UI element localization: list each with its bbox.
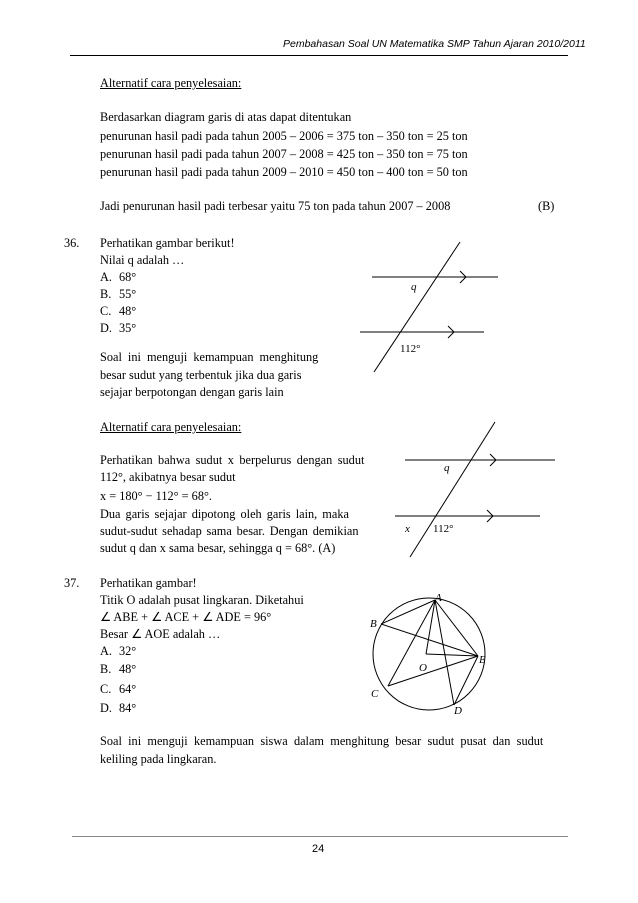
q36-option-c: 48° [119,304,137,318]
q36-sol-6: sudut q dan x sama besar, sehingga q = 68°. (A) [100,541,336,555]
q37-point-d: D [454,705,462,716]
q36-sol-2: 112°, akibatnya besar sudut [100,470,236,484]
q36-tests-1: Soal ini menguji kemampuan menghitung [100,350,319,364]
q37-given-1: Titik O adalah pusat lingkaran. Diketahui [100,593,304,607]
q36-angle-label: 112° [400,343,421,355]
footer-rule [72,836,568,837]
q37-number: 37. [64,576,80,590]
q37-circle-figure [362,590,502,716]
q37-tests-1: Soal ini menguji kemampuan siswa dalam menghitung besar sudut pusat dan sudut [100,734,544,748]
q36-sol-angle-label: 112° [433,523,454,535]
q36-sol-1: Perhatikan bahwa sudut x berpelurus dengan sudut [100,453,365,467]
q36-tests-3: sejajar berpotongan dengan garis lain [100,385,284,399]
q36-sol-3: x = 180° − 112° = 68°. [100,489,212,503]
q36-sol-q-label: q [444,462,450,474]
s35-conclusion: Jadi penurunan hasil padi terbesar yaitu 75 ton pada tahun 2007 – 2008 [100,199,451,213]
s35-intro: Berdasarkan diagram garis di atas dapat ditentukan [100,110,352,124]
q37-option-a: 32° [119,644,137,658]
s35-line1: penurunan hasil padi pada tahun 2005 – 2006 = 375 ton – 350 ton = 25 ton [100,129,468,143]
q37-option-a-key: A. [100,644,112,658]
q37-option-d-key: D. [100,701,112,715]
q37-option-d: 84° [119,701,137,715]
q37-point-o: O [419,662,427,674]
q37-tests-2: keliling pada lingkaran. [100,752,217,766]
q37-option-b-key: B. [100,662,112,676]
q37-option-c: 64° [119,682,137,696]
q36-q-label: q [411,281,417,293]
q37-ask: Besar ∠ AOE adalah … [100,627,221,641]
q36-solution-figure [395,420,555,560]
page-number: 24 [312,843,325,855]
q37-point-b: B [370,618,377,630]
q36-sol-5: sudut-sudut sehadap sama besar. Dengan demikian [100,524,359,538]
q36-option-b-key: B. [100,287,112,301]
alt-heading-35: Alternatif cara penyelesaian: [100,76,242,90]
q36-question: Nilai q adalah … [100,253,185,267]
s35-answer: (B) [538,199,555,213]
q36-parallel-lines-figure [360,235,520,385]
q37-point-e: E [479,654,486,666]
q36-option-a: 68° [119,270,137,284]
q36-option-b: 55° [119,287,137,301]
q37-given-2: ∠ ABE + ∠ ACE + ∠ ADE = 96° [100,610,272,624]
q36-option-a-key: A. [100,270,112,284]
alt-heading-36: Alternatif cara penyelesaian: [100,420,242,434]
q36-tests-2: besar sudut yang terbentuk jika dua garis [100,368,302,382]
q36-number: 36. [64,236,80,250]
s35-line3: penurunan hasil padi pada tahun 2009 – 2010 = 450 ton – 400 ton = 50 ton [100,165,468,179]
q36-sol-4: Dua garis sejajar dipotong oleh garis lain, maka [100,507,349,521]
q37-prompt: Perhatikan gambar! [100,576,197,590]
q36-sol-x-label: x [405,523,410,535]
q37-point-a: A [435,592,442,604]
q37-option-b: 48° [119,662,137,676]
q36-option-c-key: C. [100,304,112,318]
q37-point-c: C [371,688,379,700]
q36-option-d: 35° [119,321,137,335]
s35-line2: penurunan hasil padi pada tahun 2007 – 2008 = 425 ton – 350 ton = 75 ton [100,147,468,161]
q37-option-c-key: C. [100,682,112,696]
header-rule [70,55,568,56]
page-header: Pembahasan Soal UN Matematika SMP Tahun Ajaran 2010/2011 [283,38,586,50]
q36-option-d-key: D. [100,321,112,335]
q36-prompt: Perhatikan gambar berikut! [100,236,235,250]
